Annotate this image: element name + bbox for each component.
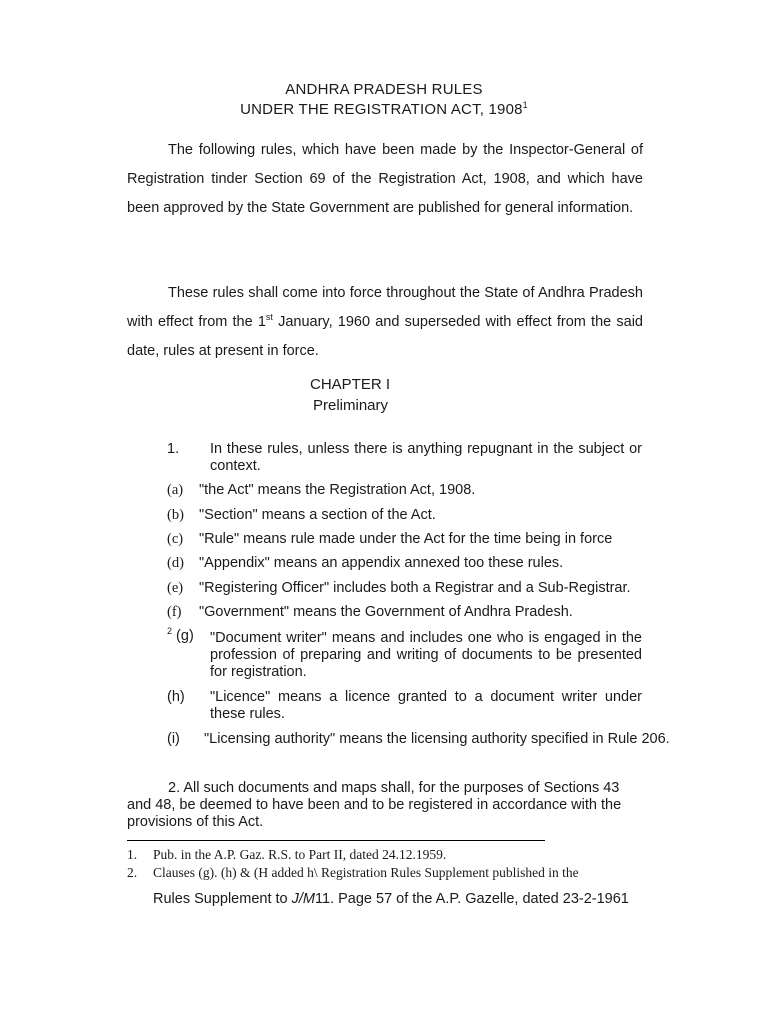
footnote-ref-1: 1 bbox=[522, 100, 528, 110]
intro-paragraph-1: The following rules, which have been made by the Inspector-General of Registration tinder Section 69 of the Registration Act, 1908, and which have been approved by the State Government are published for general information. bbox=[127, 142, 643, 216]
page-title-line1: ANDHRA PRADESH RULES bbox=[285, 81, 483, 98]
chapter-title: Preliminary bbox=[313, 397, 389, 414]
definition-a: (a) "the Act" means the Registration Act, 1908. bbox=[167, 482, 476, 498]
definition-f: (f) "Government" means the Government of Andhra Pradesh. bbox=[167, 604, 573, 620]
definition-g-text: "Document writer" means and includes one who is engaged in the profession of preparing and writing of documents to be presented for registration. bbox=[210, 630, 642, 680]
page-title-line2: UNDER THE REGISTRATION ACT, 1908$^1$ bbox=[240, 100, 528, 118]
definition-e: (e) "Registering Officer" includes both a Registrar and a Sub-Registrar. bbox=[167, 580, 631, 596]
footnote-1: 1. Pub. in the A.P. Gaz. R.S. to Part II, dated 24.12.1959. bbox=[127, 847, 447, 862]
definition-d: (d) "Appendix" means an appendix annexed too these rules. bbox=[167, 555, 564, 571]
intro-paragraph-2: These rules shall come into force throughout the State of Andhra Pradesh with effect from the 1st January, 1960 and superseded with effect from the said date, rules at present in force. bbox=[127, 285, 643, 359]
definition-g-label: $^2$ (g) bbox=[167, 626, 194, 644]
rule-1-number: 1. bbox=[167, 441, 180, 457]
footnote-2-continuation: Rules Supplement to J/M11. Page 57 of the A.P. Gazelle, dated 23-2-1961 bbox=[153, 891, 629, 907]
definition-i-text: "Licensing authority" means the licensing authority specified in Rule 206. bbox=[204, 731, 670, 747]
rule-1-text: In these rules, unless there is anything repugnant in the subject or context. bbox=[210, 441, 642, 474]
definition-c: (c) "Rule" means rule made under the Act for the time being in force bbox=[167, 531, 613, 547]
rule-2-paragraph: 2. All such documents and maps shall, for the purposes of Sections 43 and 48, be deemed to have been and to be registered in accordance with the provisions of this Act. bbox=[127, 780, 622, 830]
footnote-ref-2: 2 bbox=[167, 626, 173, 637]
footnote-divider bbox=[127, 840, 545, 841]
footnote-2: 2. Clauses (g). (h) & (H added h\ Registration Rules Supplement published in the bbox=[127, 865, 579, 880]
definition-i-label: (i) bbox=[167, 731, 180, 747]
definition-h-label: (h) bbox=[167, 689, 185, 705]
definition-h-text: "Licence" means a licence granted to a document writer under these rules. bbox=[210, 689, 642, 722]
chapter-number: CHAPTER I bbox=[310, 376, 391, 393]
definition-b: (b) "Section" means a section of the Act. bbox=[167, 507, 436, 523]
